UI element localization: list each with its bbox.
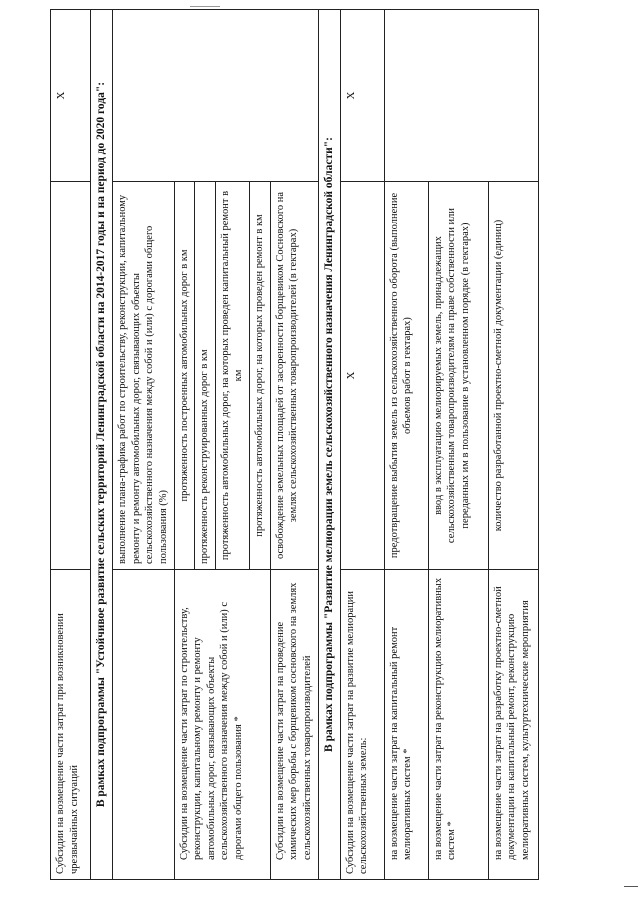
roads-indicator-1: выполнение плана-графика работ по строительству, реконструкции, капитальному ремонту и ремонту автомобильных дорог, связывающих объекты сельскохозяйственного назначения между собой и (или) с дорогами общего пользования (%)	[112, 182, 174, 570]
hogweed-subsidy-cell	[270, 570, 318, 880]
row-emergency	[51, 10, 91, 880]
emergency-subsidy-cell: Субсидии на возмещение части затрат при возникновении чрезвычайных ситуаций	[51, 570, 91, 880]
row-heading-rural	[91, 10, 113, 880]
roads-blank-cell	[112, 570, 174, 880]
scan-mark	[190, 6, 220, 7]
row-roads-1	[112, 10, 174, 880]
melio-capital-cell	[384, 570, 428, 880]
row-melio-capital	[384, 10, 428, 880]
melio-x-cell-3: X	[340, 10, 384, 182]
roads-indicator-4: протяженность автомобильных дорог, на которых проведен капитальный ремонт в км	[215, 182, 249, 570]
melio-x-blank	[384, 10, 538, 182]
melio-capital-indicator: предотвращение выбытия земель из сельскохозяйственного оборота (выполнение объемов работ в гектарах)	[384, 182, 428, 570]
melio-subsidy-cell: Субсидии на возмещение части затрат на развитие мелиорации сельскохозяйственных земель:	[340, 570, 384, 880]
melio-x-cell-2: X	[340, 182, 384, 570]
melio-design-text: на возмещение части затрат на разработку проектно-сметной документации на капитальный ремонт, реконструкцию мелиоративных систем, культуртехнические мероприятия	[492, 586, 531, 860]
roads-x-blank	[112, 10, 318, 182]
roads-subsidy-cell	[174, 570, 270, 880]
melio-recon-text: на возмещение части затрат на реконструкцию мелиоративных систем *	[432, 577, 458, 860]
hogweed-subsidy-text: Субсидии на возмещение части затрат на проведение химических мер борьбы с борщевиком сосновского на землях сельскохозяйственных товаропроизводителей	[274, 582, 313, 860]
melio-design-indicator: количество разработанной проектно-сметной документации (единиц)	[488, 182, 538, 570]
subprogram-heading-melioration: В рамках подпрограммы "Развитие мелиорации земель сельскохозяйственного назначения Ленинградской области":	[318, 10, 340, 880]
emergency-x-cell: X	[51, 10, 91, 182]
melio-design-cell	[488, 570, 538, 880]
melio-recon-cell	[428, 570, 488, 880]
roads-indicator-3: протяженность реконструированных дорог в км	[195, 182, 216, 570]
rotated-table-container	[50, 10, 590, 880]
hogweed-indicator-cell: освобождение земельных площадей от засоренности борщевиком Сосновского на землях сельскохозяйственных товаропроизводителей (в гектарах)	[270, 182, 318, 570]
roads-subsidy-text: Субсидии на возмещение части затрат по строительству, реконструкции, капитальному ремонту и ремонту автомобильных дорог, связывающих объекты сельскохозяйственного назначения между собой и (или) с дорогами общего пользования *	[178, 601, 245, 860]
subprogram-heading-rural: В рамках подпрограммы "Устойчивое развитие сельских территорий Ленинградской области на 2014-2017 годы и на период до 2020 года":	[91, 10, 113, 880]
melio-capital-text: на возмещение части затрат на капитальный ремонт мелиоративных систем *	[388, 626, 414, 860]
melio-recon-indicator: ввод в эксплуатацию мелиорируемых земель, принадлежащих сельскохозяйственным товаропроизводителям на праве собственности или переданных им в пользование в установленном порядке (в гектарах)	[428, 182, 488, 570]
row-heading-melio	[318, 10, 340, 880]
row-melio	[340, 10, 384, 880]
subsidy-table	[50, 9, 539, 880]
page-edge-mark	[624, 886, 638, 887]
roads-indicator-2: протяженность построенных автомобильных дорог в км	[174, 182, 195, 570]
roads-indicator-5: протяженность автомобильных дорог, на которых проведен ремонт в км	[250, 182, 271, 570]
emergency-indicator-cell	[51, 182, 91, 570]
